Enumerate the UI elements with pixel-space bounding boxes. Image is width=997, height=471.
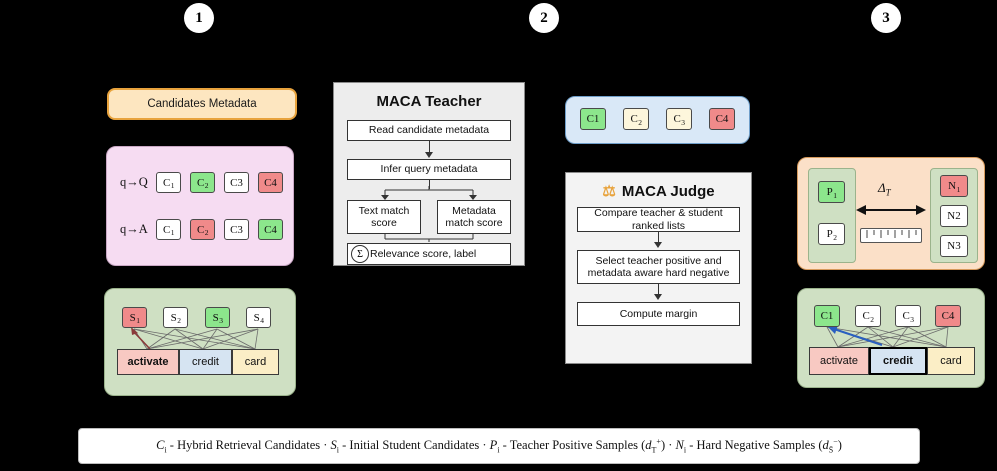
chip-c4-a [258,219,283,240]
chip-n3 [940,235,968,257]
step-badge-2-label: 2 [540,9,548,26]
legend-n-math-sup: − [833,437,838,447]
chip-s3 [205,307,230,328]
step-badge-2 [529,3,559,33]
chip-sub: 4 [260,316,264,325]
legend-n-text: - Hard Negative Samples ( [686,438,823,453]
judge-step-label: Compute margin [619,307,698,320]
legend-p-text: - Teacher Positive Samples ( [499,438,646,453]
legend-p-math-sup: + [656,437,661,447]
token-label: activate [820,355,858,367]
teacher-positives-box [808,168,856,263]
chip-label: C [673,113,681,125]
token-label: card [940,355,962,367]
step-badge-1 [184,3,214,33]
student-candidates-panel [104,288,296,396]
chip-c2-final [855,305,881,327]
delta-label [878,180,891,198]
chip-sub: 1 [136,316,140,325]
teacher-step-label: Relevance score, label [370,247,477,260]
margin-panel [797,157,985,270]
chip-sub: 3 [681,117,686,127]
delta-subscript: T [885,187,891,198]
chip-label: N3 [947,240,961,252]
chip-label: N [948,180,957,192]
arrow-head-icon [425,152,433,158]
maca-teacher-title-label: MACA Teacher [376,92,482,110]
legend-n-math-sub: S̄ [828,445,834,455]
query-row-1-label: q→Q [120,175,148,189]
teacher-text-match-score [347,200,421,234]
chip-sub: 3 [910,314,915,324]
legend-p-close: ) · [660,438,676,453]
chip-sub: 1 [956,184,961,194]
legend-s-symbol: S [330,438,337,453]
chip-label: P [826,228,833,240]
chip-label: N2 [947,210,961,222]
chip-p2 [818,223,845,245]
chip-label: S [253,311,260,324]
legend-c-text: - Hybrid Retrieval Candidates · [166,438,331,453]
chip-c4-teacher [709,108,735,130]
chip-c3-a [224,219,249,240]
legend-c-symbol: C [156,438,165,453]
judge-step-compare-lists [577,207,740,232]
chip-n2 [940,205,968,227]
chip-c1-final [814,305,840,327]
chip-sub: 2 [870,314,875,324]
token-activate-final [809,347,869,375]
maca-teacher-panel [333,82,525,266]
chip-c4-q [258,172,283,193]
chip-c1-teacher [580,108,606,130]
ruler-icon [860,228,922,243]
chip-s1 [122,307,147,328]
query-row-2-label: q→A [120,222,148,236]
token-activate [117,349,179,375]
chip-c2-a [190,219,215,240]
judge-step-select-positive-negative [577,250,740,284]
chip-c2-q [190,172,215,193]
chip-sub: 1 [170,228,175,237]
step-badge-1-label: 1 [195,9,203,26]
hard-negatives-box [930,168,978,263]
teacher-step-label: Metadata match score [445,204,503,229]
chip-c1-a [156,219,181,240]
student-token-links [105,289,297,397]
token-credit-final [869,347,927,375]
legend-p-symbol: P [489,438,498,453]
chip-label: C1 [820,310,834,322]
candidates-metadata-label: Candidates Metadata [147,98,257,110]
double-arrow-icon [856,202,926,218]
delta-symbol: Δ [878,180,886,195]
chip-label: C [162,223,171,236]
query-candidates-panel [106,146,294,266]
chip-label: C [862,310,870,322]
chip-c4-final [935,305,961,327]
legend-c-sub: i [164,445,167,455]
legend-n-symbol: N [675,438,684,453]
chip-label: C4 [264,176,277,189]
chip-sub: 3 [219,316,223,325]
token-label: credit [192,356,219,368]
legend-n-sub: i [683,445,687,455]
sigma-label: Σ [357,248,363,260]
maca-teacher-title [334,91,524,111]
teacher-relevance-score [347,243,511,265]
final-ranked-panel [797,288,985,388]
chip-label: C [630,113,638,125]
teacher-step-infer-metadata [347,159,511,180]
token-label: activate [127,356,169,368]
token-card [232,349,279,375]
token-credit [179,349,232,375]
candidates-metadata-panel [107,88,297,120]
legend-p-math: d [645,438,652,453]
maca-judge-title-label: MACA Judge [621,182,715,200]
chip-n1 [940,175,968,197]
legend-n-close: ) [837,438,842,453]
chip-label: C4 [715,113,729,125]
chip-sub: 2 [204,181,209,190]
chip-label: C [902,310,910,322]
chip-label: C4 [264,223,277,236]
teacher-ranked-list-panel [565,96,750,144]
legend-p-math-sub: T [651,445,657,455]
chip-c3-teacher [666,108,692,130]
arrow-head-icon [654,242,662,248]
sigma-icon [351,245,369,263]
chip-sub: 2 [177,316,181,325]
chip-sub: 2 [638,117,643,127]
maca-judge-title [566,181,751,201]
arrow-head-icon [654,294,662,300]
chip-label: C [162,176,171,189]
legend-text [156,437,842,455]
legend-s-text: - Initial Student Candidates · [339,438,490,453]
step-badge-3-label: 3 [882,9,890,26]
legend-s-sub: i [336,445,339,455]
token-label: card [244,356,267,368]
judge-step-label: Select teacher positive and metadata aware hard negative [587,254,730,279]
chip-label: S [129,311,136,324]
legend-n-math: d [822,438,829,453]
legend-caption [78,428,920,464]
teacher-step-label: Text match score [358,204,410,229]
chip-s4 [246,307,271,328]
chip-label: S [212,311,219,324]
step-badge-3 [871,3,901,33]
chip-label: C [196,223,205,236]
maca-judge-panel [565,172,752,364]
teacher-step-label: Infer query metadata [380,163,478,176]
judge-step-label: Compare teacher & student ranked lists [594,207,723,232]
teacher-metadata-match-score [437,200,511,234]
chip-sub: 2 [833,232,837,242]
scales-icon: ⚖ [602,183,616,200]
chip-s2 [163,307,188,328]
chip-sub: 1 [833,190,837,200]
chip-label: C1 [586,113,600,125]
chip-label: C3 [230,176,243,189]
chip-p1 [818,181,845,203]
chip-label: P [826,186,833,198]
chip-label: C [196,176,205,189]
chip-c1-q [156,172,181,193]
teacher-step-read-metadata [347,120,511,141]
chip-c2-teacher [623,108,649,130]
chip-sub: 2 [204,228,209,237]
chip-c3-final [895,305,921,327]
teacher-step-label: Read candidate metadata [368,124,490,137]
judge-step-compute-margin [577,302,740,326]
token-label: credit [883,355,913,367]
chip-c3-q [224,172,249,193]
teacher-split-connector [347,186,511,200]
legend-p-sub: i [497,445,500,455]
chip-label: S [170,311,177,324]
chip-label: C4 [941,310,955,322]
chip-label: C3 [230,223,243,236]
chip-sub: 1 [170,181,175,190]
token-card-final [927,347,975,375]
